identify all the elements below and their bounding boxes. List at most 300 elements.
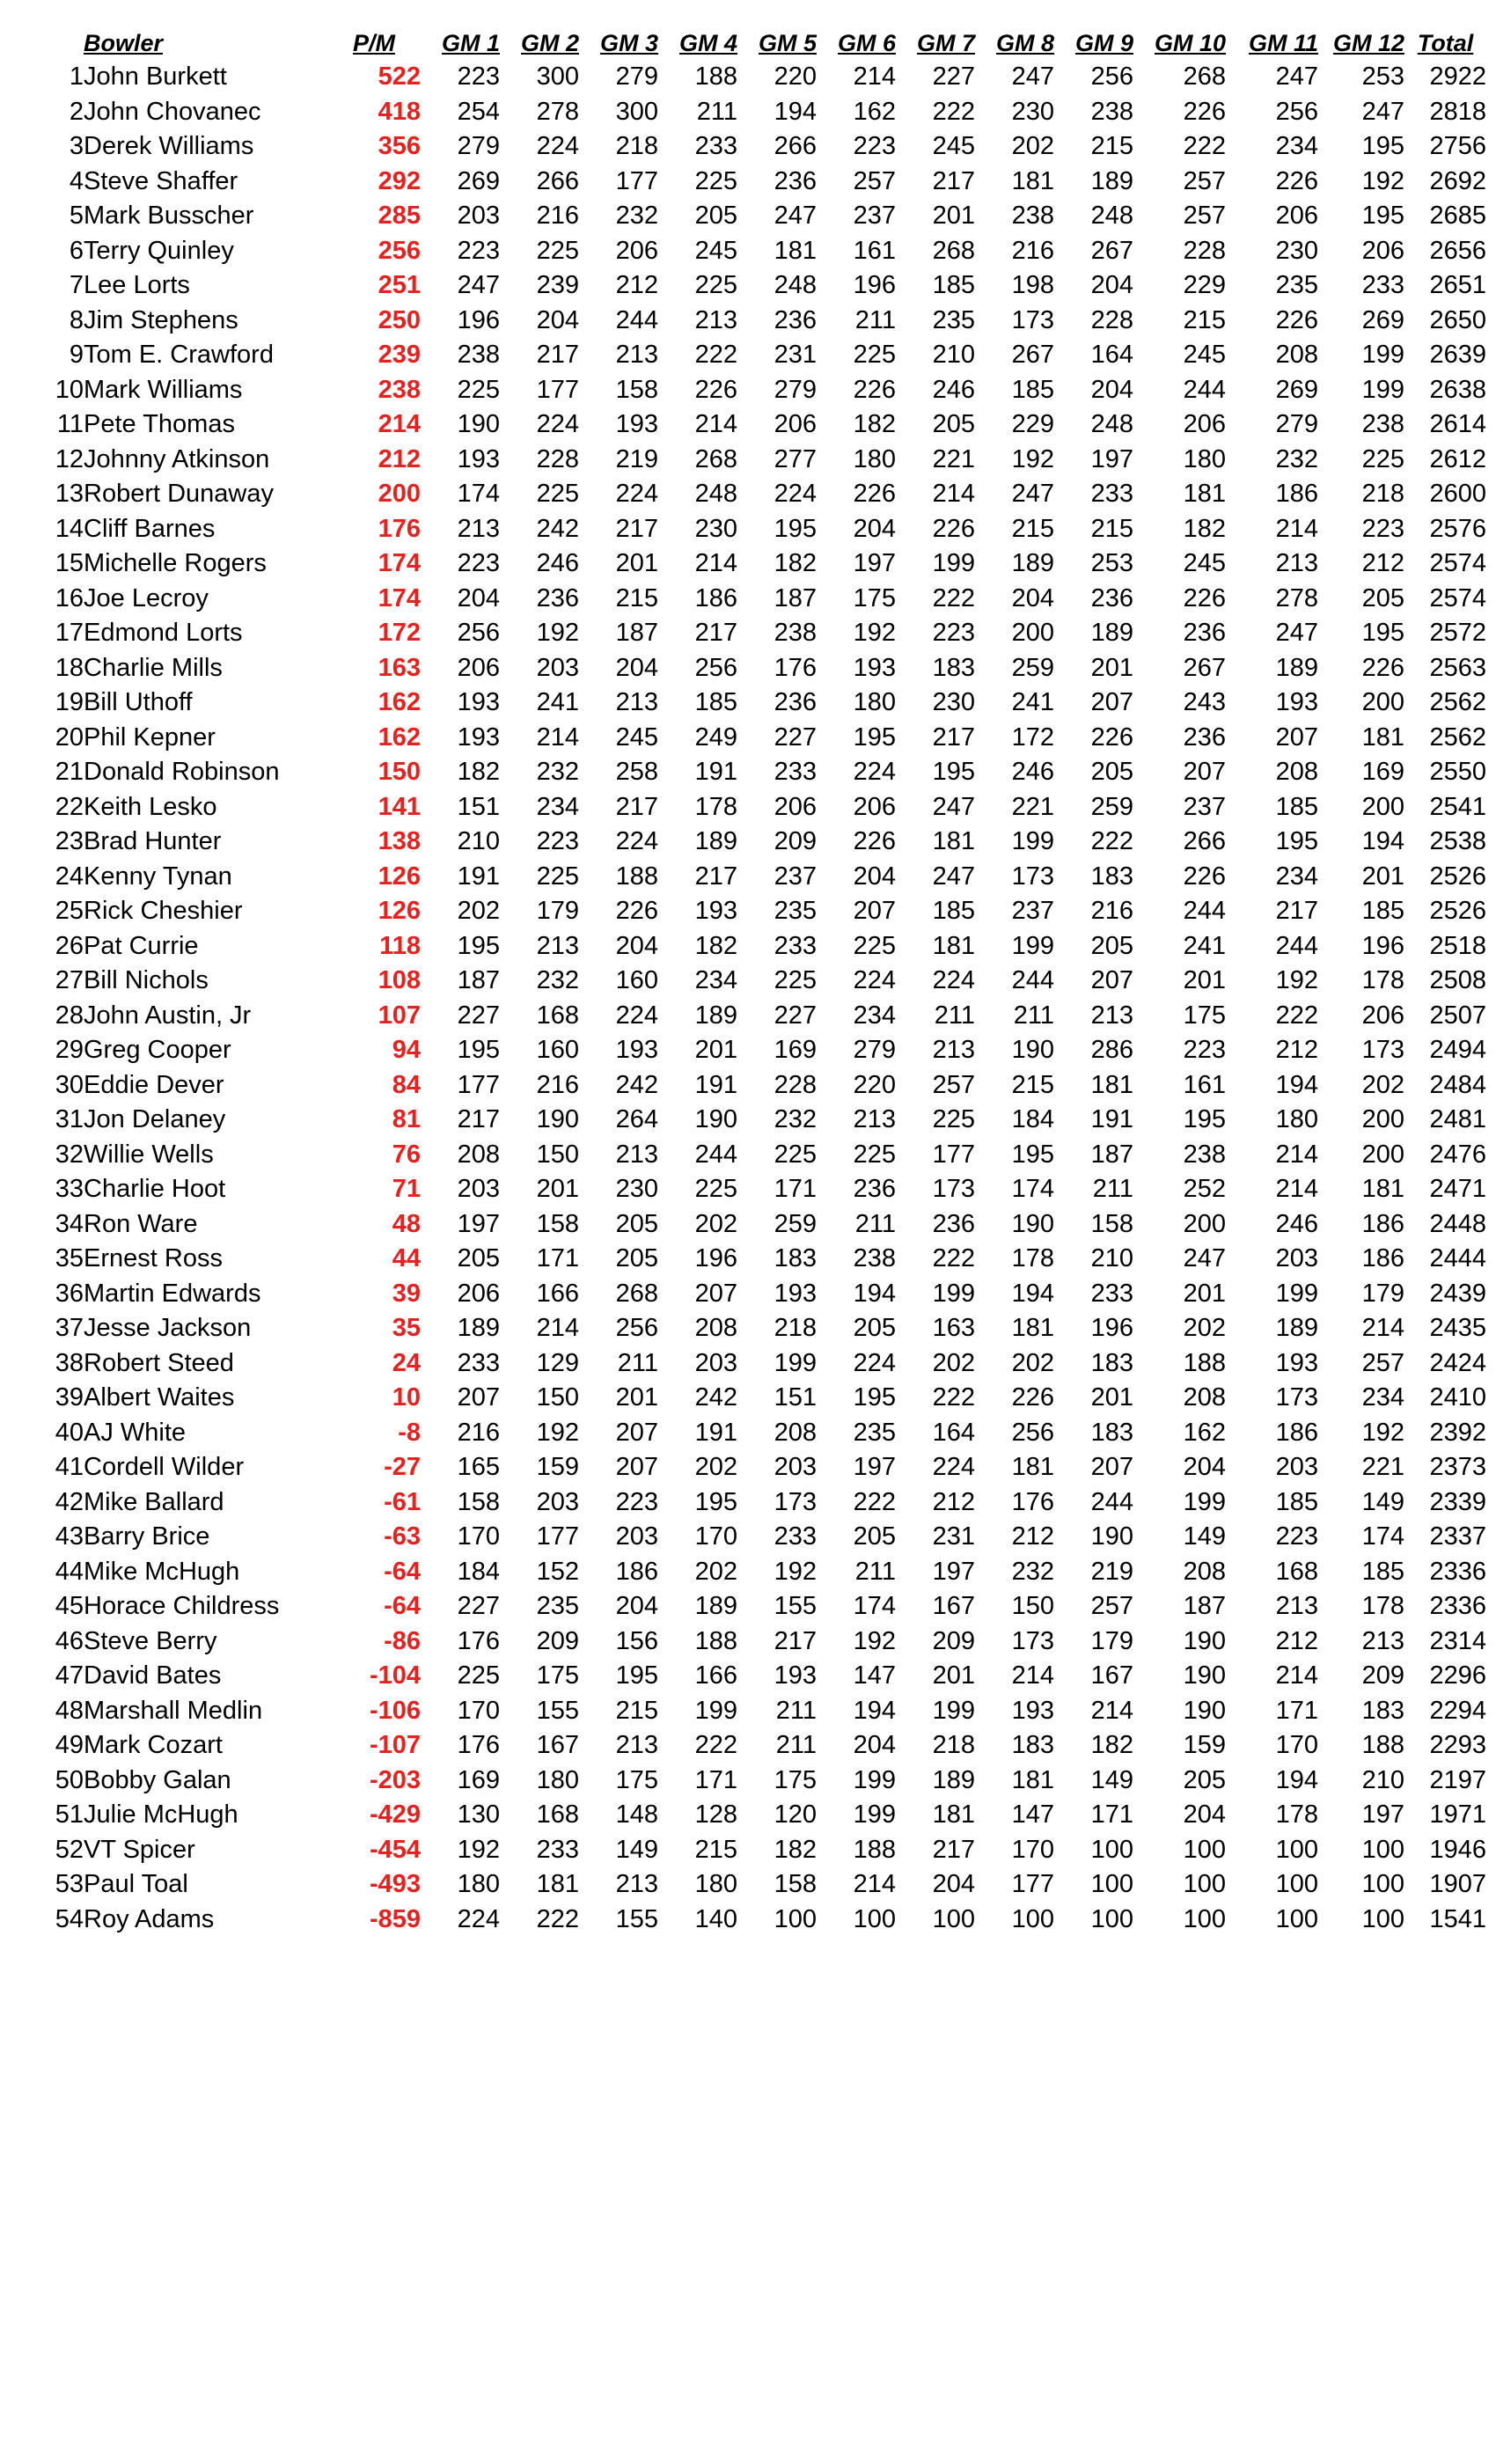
- game-score-cell: 225: [853, 341, 896, 369]
- game-score-cell: 230: [615, 1175, 658, 1203]
- game-score-cell: 100: [1183, 1835, 1226, 1864]
- total-cell: 1541: [1429, 1904, 1486, 1933]
- game-score-cell: 214: [1361, 1314, 1404, 1342]
- game-score-cell: 210: [1090, 1244, 1133, 1272]
- game-score-cell: 200: [1011, 619, 1054, 647]
- game-score-cell: 175: [774, 1765, 817, 1794]
- game-score-cell: 201: [1183, 1279, 1226, 1308]
- game-score-cell: 246: [1011, 758, 1054, 786]
- game-score-cell: 207: [1275, 722, 1318, 752]
- game-score-cell: 269: [457, 166, 500, 195]
- rank-cell: 43: [55, 1522, 84, 1551]
- game-score-cell: 214: [932, 480, 975, 508]
- game-score-cell: 214: [1090, 1696, 1133, 1725]
- game-score-cell: 204: [457, 583, 500, 612]
- table-row: [33, 964, 1486, 999]
- game-header: GM 4: [678, 30, 737, 56]
- game-score-cell: 244: [615, 305, 658, 334]
- bowler-name-cell: Jon Delaney: [84, 1105, 226, 1133]
- game-score-cell: 242: [694, 1383, 737, 1412]
- game-score-cell: 226: [1183, 862, 1226, 891]
- game-score-cell: 197: [853, 1453, 896, 1481]
- plus-minus-cell: -203: [369, 1765, 421, 1794]
- game-score-cell: 195: [932, 758, 975, 786]
- game-score-cell: 196: [457, 305, 500, 334]
- pm-header: P/M: [352, 30, 395, 56]
- game-score-cell: 228: [774, 1070, 817, 1099]
- game-score-cell: 190: [1183, 1696, 1226, 1725]
- game-score-cell: 190: [1011, 1209, 1054, 1238]
- bowler-name-cell: Barry Brice: [84, 1522, 210, 1551]
- game-score-cell: 257: [853, 166, 896, 195]
- game-score-cell: 222: [694, 341, 737, 369]
- game-header: GM 3: [599, 30, 658, 56]
- plus-minus-cell: -27: [384, 1453, 421, 1481]
- game-score-cell: 201: [932, 202, 975, 230]
- game-score-cell: 185: [932, 897, 975, 925]
- game-score-cell: 187: [1183, 1592, 1226, 1620]
- game-score-cell: 231: [932, 1522, 975, 1551]
- game-score-cell: 233: [457, 1348, 500, 1377]
- game-score-cell: 227: [457, 1001, 500, 1030]
- table-row: [33, 304, 1486, 339]
- game-score-cell: 268: [932, 236, 975, 265]
- table-row: [33, 407, 1486, 443]
- game-score-cell: 179: [1090, 1626, 1133, 1655]
- bowler-name-cell: Bill Uthoff: [84, 688, 193, 716]
- game-score-cell: 214: [1275, 514, 1318, 543]
- game-score-cell: 217: [694, 619, 737, 647]
- game-score-cell: 225: [853, 1140, 896, 1169]
- game-score-cell: 195: [1275, 827, 1318, 855]
- game-score-cell: 211: [934, 1001, 975, 1030]
- game-score-cell: 196: [1090, 1314, 1133, 1342]
- game-score-cell: 188: [615, 862, 658, 891]
- game-score-cell: 202: [1361, 1070, 1404, 1099]
- game-score-cell: 174: [457, 480, 500, 508]
- game-score-cell: 171: [694, 1765, 737, 1794]
- game-score-cell: 178: [1361, 1592, 1404, 1620]
- game-score-cell: 176: [457, 1731, 500, 1759]
- game-score-cell: 182: [774, 1835, 817, 1864]
- rank-cell: 34: [55, 1209, 84, 1238]
- game-score-cell: 224: [853, 966, 896, 994]
- game-score-cell: 257: [1090, 1592, 1133, 1620]
- game-score-cell: 224: [536, 410, 579, 438]
- game-score-cell: 246: [932, 375, 975, 404]
- game-score-cell: 212: [615, 271, 658, 299]
- game-score-cell: 189: [1275, 1314, 1318, 1342]
- game-score-cell: 186: [1275, 480, 1318, 508]
- plus-minus-cell: 138: [378, 827, 421, 855]
- game-score-cell: 203: [457, 202, 500, 230]
- total-cell: 2476: [1429, 1140, 1486, 1169]
- game-score-cell: 185: [1361, 1557, 1404, 1586]
- game-score-cell: 269: [1361, 305, 1404, 334]
- game-score-cell: 233: [774, 1522, 817, 1551]
- table-row: [33, 721, 1486, 756]
- game-score-cell: 191: [694, 1418, 737, 1447]
- total-cell: 2439: [1429, 1279, 1486, 1308]
- total-cell: 2818: [1429, 97, 1486, 126]
- game-score-cell: 216: [1011, 236, 1054, 265]
- table-row: [33, 790, 1486, 825]
- game-score-cell: 193: [1275, 1348, 1318, 1377]
- game-score-cell: 199: [853, 1800, 896, 1829]
- game-score-cell: 236: [932, 1209, 975, 1238]
- plus-minus-cell: 174: [378, 583, 421, 612]
- table-row: [33, 512, 1486, 547]
- game-score-cell: 201: [932, 1661, 975, 1690]
- game-score-cell: 256: [615, 1314, 658, 1342]
- game-score-cell: 220: [853, 1070, 896, 1099]
- bowler-name-cell: Mark Williams: [84, 375, 243, 404]
- game-score-cell: 129: [536, 1348, 579, 1377]
- table-row: [33, 338, 1486, 373]
- game-score-cell: 173: [1011, 862, 1054, 891]
- total-cell: 2638: [1429, 375, 1486, 404]
- game-score-cell: 140: [694, 1904, 737, 1933]
- game-score-cell: 188: [694, 1626, 737, 1655]
- game-score-cell: 232: [1011, 1557, 1054, 1586]
- game-score-cell: 193: [853, 653, 896, 682]
- game-score-cell: 204: [853, 514, 896, 543]
- game-score-cell: 191: [1090, 1105, 1133, 1133]
- game-score-cell: 194: [1011, 1279, 1054, 1308]
- game-score-cell: 197: [1361, 1800, 1404, 1829]
- game-score-cell: 187: [615, 619, 658, 647]
- game-score-cell: 203: [694, 1348, 737, 1377]
- game-score-cell: 225: [457, 1661, 500, 1690]
- game-score-cell: 202: [457, 897, 500, 925]
- game-score-cell: 190: [1183, 1626, 1226, 1655]
- game-score-cell: 203: [1275, 1244, 1318, 1272]
- game-score-cell: 100: [1090, 1870, 1133, 1898]
- game-score-cell: 181: [932, 1800, 975, 1829]
- game-score-cell: 197: [853, 549, 896, 577]
- game-score-cell: 235: [1275, 271, 1318, 299]
- table-row: [33, 95, 1486, 130]
- game-score-cell: 241: [1183, 931, 1226, 960]
- game-score-cell: 180: [1183, 444, 1226, 473]
- bowler-name-cell: Johnny Atkinson: [84, 444, 270, 473]
- game-score-cell: 181: [1011, 1765, 1054, 1794]
- game-score-cell: 155: [774, 1592, 817, 1620]
- game-score-cell: 247: [1361, 97, 1404, 126]
- game-score-cell: 128: [694, 1800, 737, 1829]
- game-score-cell: 193: [1275, 688, 1318, 716]
- rank-cell: 14: [55, 514, 84, 543]
- game-score-cell: 174: [1361, 1522, 1404, 1551]
- bowler-name-cell: Mike McHugh: [84, 1557, 240, 1586]
- game-score-cell: 187: [774, 583, 817, 612]
- game-score-cell: 236: [1183, 619, 1226, 647]
- total-cell: 2639: [1429, 341, 1486, 369]
- game-score-cell: 223: [457, 236, 500, 265]
- table-row: [33, 860, 1486, 895]
- game-score-cell: 195: [1183, 1105, 1226, 1133]
- game-score-cell: 233: [1090, 480, 1133, 508]
- plus-minus-cell: 250: [378, 305, 421, 334]
- rank-cell: 27: [55, 966, 84, 994]
- game-score-cell: 244: [1183, 375, 1226, 404]
- game-score-cell: 180: [694, 1870, 737, 1898]
- game-score-cell: 100: [1183, 1904, 1226, 1933]
- game-score-cell: 173: [774, 1487, 817, 1516]
- game-score-cell: 234: [1275, 862, 1318, 891]
- game-score-cell: 181: [932, 827, 975, 855]
- game-score-cell: 199: [774, 1348, 817, 1377]
- plus-minus-cell: 418: [378, 97, 421, 126]
- game-score-cell: 181: [1361, 722, 1404, 752]
- total-cell: 2562: [1429, 722, 1486, 752]
- game-score-cell: 199: [1361, 341, 1404, 369]
- game-score-cell: 202: [1011, 1348, 1054, 1377]
- game-score-cell: 242: [536, 514, 579, 543]
- rank-cell: 40: [55, 1418, 84, 1447]
- rank-cell: 50: [55, 1765, 84, 1794]
- game-score-cell: 173: [1361, 1036, 1404, 1064]
- game-score-cell: 221: [932, 444, 975, 473]
- game-score-cell: 207: [1090, 688, 1133, 716]
- game-score-cell: 177: [615, 166, 658, 195]
- game-score-cell: 193: [774, 1661, 817, 1690]
- game-score-cell: 176: [774, 653, 817, 682]
- game-score-cell: 183: [1090, 862, 1133, 891]
- game-score-cell: 230: [694, 514, 737, 543]
- table-row: [33, 582, 1486, 617]
- game-score-cell: 202: [1011, 132, 1054, 160]
- game-score-cell: 200: [1361, 1105, 1404, 1133]
- game-score-cell: 223: [1275, 1522, 1318, 1551]
- game-score-cell: 222: [1090, 827, 1133, 855]
- plus-minus-cell: -63: [384, 1522, 421, 1551]
- rank-cell: 36: [55, 1279, 84, 1308]
- game-score-cell: 247: [1183, 1244, 1226, 1272]
- table-row: [33, 1172, 1486, 1207]
- rank-cell: 32: [55, 1140, 84, 1169]
- total-cell: 2296: [1429, 1661, 1486, 1690]
- rank-cell: 52: [55, 1835, 84, 1864]
- game-score-cell: 194: [1275, 1070, 1318, 1099]
- game-score-cell: 160: [615, 966, 658, 994]
- table-row: [33, 60, 1486, 95]
- plus-minus-cell: 172: [378, 619, 421, 647]
- game-score-cell: 215: [1011, 514, 1054, 543]
- game-score-cell: 170: [694, 1522, 737, 1551]
- plus-minus-cell: 256: [378, 236, 421, 265]
- game-score-cell: 245: [1183, 341, 1226, 369]
- table-row: [33, 1867, 1486, 1903]
- game-score-cell: 212: [1275, 1626, 1318, 1655]
- game-score-cell: 195: [615, 1661, 658, 1690]
- game-score-cell: 184: [457, 1557, 500, 1586]
- rank-cell: 11: [56, 410, 84, 438]
- game-score-cell: 178: [1011, 1244, 1054, 1272]
- game-score-cell: 259: [774, 1209, 817, 1238]
- rank-cell: 30: [55, 1070, 84, 1099]
- game-score-cell: 173: [932, 1175, 975, 1203]
- table-row: [33, 443, 1486, 478]
- game-score-cell: 256: [694, 653, 737, 682]
- game-score-cell: 205: [1183, 1765, 1226, 1794]
- game-score-cell: 221: [1361, 1453, 1404, 1481]
- table-row: [33, 268, 1486, 304]
- game-score-cell: 217: [932, 1835, 975, 1864]
- game-score-cell: 233: [1090, 1279, 1133, 1308]
- rank-cell: 15: [55, 549, 84, 577]
- rank-cell: 47: [55, 1661, 84, 1690]
- game-score-cell: 257: [932, 1070, 975, 1099]
- game-score-cell: 222: [694, 1731, 737, 1759]
- game-score-cell: 188: [1361, 1731, 1404, 1759]
- game-score-cell: 238: [457, 341, 500, 369]
- bowler-name-cell: Pat Currie: [84, 931, 199, 960]
- game-score-cell: 215: [1090, 132, 1133, 160]
- game-score-cell: 232: [615, 202, 658, 230]
- game-score-cell: 224: [536, 132, 579, 160]
- game-score-cell: 168: [536, 1800, 579, 1829]
- game-score-cell: 162: [853, 97, 896, 126]
- plus-minus-cell: 162: [378, 722, 421, 752]
- total-cell: 2612: [1429, 444, 1486, 473]
- game-score-cell: 226: [1275, 305, 1318, 334]
- bowler-name-cell: Robert Steed: [84, 1348, 234, 1377]
- game-score-cell: 151: [774, 1383, 817, 1412]
- game-score-cell: 191: [694, 758, 737, 786]
- game-score-cell: 206: [774, 792, 817, 821]
- game-score-cell: 258: [615, 758, 658, 786]
- game-score-cell: 223: [536, 827, 579, 855]
- total-cell: 2471: [1429, 1175, 1486, 1203]
- game-score-cell: 206: [1275, 202, 1318, 230]
- bowler-name-cell: Kenny Tynan: [84, 862, 232, 891]
- game-score-cell: 166: [536, 1279, 579, 1308]
- game-score-cell: 189: [694, 1001, 737, 1030]
- plus-minus-cell: 162: [378, 688, 421, 716]
- game-score-cell: 193: [615, 1036, 658, 1064]
- game-score-cell: 223: [457, 62, 500, 91]
- game-score-cell: 223: [457, 549, 500, 577]
- game-score-cell: 204: [932, 1870, 975, 1898]
- table-row: [33, 373, 1486, 408]
- total-cell: 2494: [1429, 1036, 1486, 1064]
- table-row: [33, 1764, 1486, 1799]
- game-score-cell: 206: [1183, 410, 1226, 438]
- total-cell: 2574: [1429, 583, 1486, 612]
- game-score-cell: 236: [1183, 722, 1226, 752]
- total-cell: 2507: [1429, 1001, 1486, 1030]
- game-score-cell: 233: [536, 1835, 579, 1864]
- game-score-cell: 169: [457, 1765, 500, 1794]
- game-score-cell: 207: [853, 897, 896, 925]
- game-score-cell: 147: [853, 1661, 896, 1690]
- rank-cell: 16: [55, 583, 84, 612]
- bowler-name-cell: Cordell Wilder: [84, 1453, 245, 1481]
- game-score-cell: 164: [932, 1418, 975, 1447]
- game-score-cell: 213: [1090, 1001, 1133, 1030]
- game-score-cell: 215: [1011, 1070, 1054, 1099]
- game-score-cell: 170: [1275, 1731, 1318, 1759]
- game-score-cell: 179: [1361, 1279, 1404, 1308]
- total-cell: 2526: [1429, 862, 1486, 891]
- total-cell: 2650: [1429, 305, 1486, 334]
- game-score-cell: 213: [615, 341, 658, 369]
- game-score-cell: 158: [457, 1487, 500, 1516]
- game-score-cell: 192: [1275, 966, 1318, 994]
- total-cell: 1971: [1429, 1800, 1486, 1829]
- game-score-cell: 160: [536, 1036, 579, 1064]
- game-score-cell: 181: [1090, 1070, 1133, 1099]
- total-cell: 2481: [1429, 1105, 1486, 1133]
- game-header: GM 7: [916, 30, 975, 56]
- bowler-name-cell: Ron Ware: [84, 1209, 198, 1238]
- game-score-cell: 182: [1183, 514, 1226, 543]
- game-score-cell: 230: [1275, 236, 1318, 265]
- game-score-cell: 186: [615, 1557, 658, 1586]
- game-score-cell: 177: [1011, 1870, 1054, 1898]
- game-score-cell: 232: [774, 1105, 817, 1133]
- game-score-cell: 223: [853, 132, 896, 160]
- game-score-cell: 185: [932, 271, 975, 299]
- game-score-cell: 190: [1011, 1036, 1054, 1064]
- rank-cell: 18: [55, 653, 84, 682]
- game-score-cell: 173: [1011, 1626, 1054, 1655]
- game-score-cell: 227: [774, 1001, 817, 1030]
- game-score-cell: 236: [536, 583, 579, 612]
- bowler-name-cell: Edmond Lorts: [84, 619, 243, 647]
- game-score-cell: 199: [1361, 375, 1404, 404]
- game-score-cell: 279: [457, 132, 500, 160]
- game-score-cell: 177: [536, 1522, 579, 1551]
- game-header: GM 12: [1332, 30, 1404, 56]
- total-header: Total: [1417, 30, 1474, 56]
- game-score-cell: 225: [774, 1140, 817, 1169]
- game-score-cell: 186: [1361, 1209, 1404, 1238]
- game-score-cell: 202: [1183, 1314, 1226, 1342]
- game-score-cell: 199: [1011, 827, 1054, 855]
- game-score-cell: 199: [1183, 1487, 1226, 1516]
- game-score-cell: 247: [774, 202, 817, 230]
- game-score-cell: 100: [853, 1904, 896, 1933]
- bowler-name-cell: Derek Williams: [84, 132, 254, 160]
- game-score-cell: 225: [774, 966, 817, 994]
- game-score-cell: 247: [1275, 619, 1318, 647]
- game-score-cell: 100: [1275, 1870, 1318, 1898]
- rank-cell: 2: [69, 97, 84, 126]
- total-cell: 2576: [1429, 514, 1486, 543]
- game-score-cell: 212: [932, 1487, 975, 1516]
- game-score-cell: 201: [1090, 1383, 1133, 1412]
- game-header: GM 10: [1154, 30, 1226, 56]
- game-score-cell: 300: [615, 97, 658, 126]
- game-score-cell: 239: [536, 271, 579, 299]
- game-score-cell: 198: [1011, 271, 1054, 299]
- plus-minus-cell: 39: [392, 1279, 421, 1308]
- game-score-cell: 177: [457, 1070, 500, 1099]
- table-row: [33, 755, 1486, 790]
- plus-minus-cell: 292: [378, 166, 421, 195]
- game-score-cell: 238: [1090, 97, 1133, 126]
- game-score-cell: 204: [1183, 1453, 1226, 1481]
- total-cell: 2410: [1429, 1383, 1486, 1412]
- game-score-cell: 208: [1275, 341, 1318, 369]
- game-score-cell: 225: [853, 931, 896, 960]
- game-header: GM 5: [758, 30, 817, 56]
- game-score-cell: 259: [1090, 792, 1133, 821]
- game-header: GM 6: [837, 30, 896, 56]
- table-row: [33, 477, 1486, 512]
